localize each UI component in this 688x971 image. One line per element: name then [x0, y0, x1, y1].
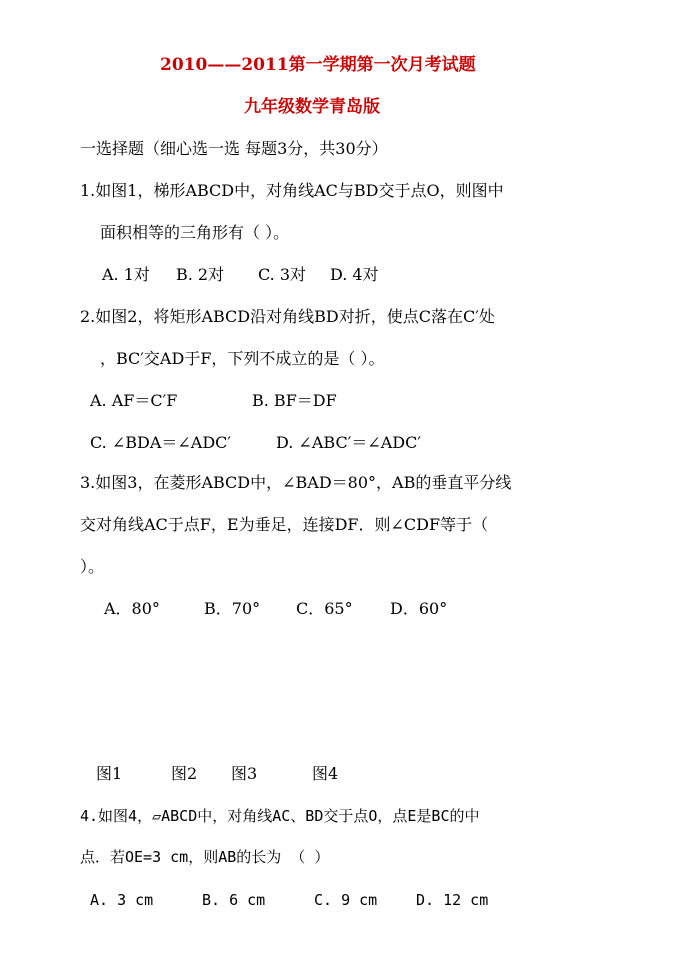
q2-option-d: D. ∠ABC′＝∠ADC′ — [276, 433, 421, 452]
figure-label-3: 图3 — [231, 764, 258, 783]
section-heading: 一选择题（细心选一选 每题3分，共30分） — [80, 139, 388, 158]
q3-line3: ）。 — [80, 557, 105, 576]
q1-option-d: D. 4对 — [330, 265, 379, 284]
q2-options-row2 — [90, 432, 421, 454]
q2-option-b: B. BF＝DF — [252, 391, 337, 410]
q2-option-c: C. ∠BDA＝∠ADC′ — [90, 433, 232, 452]
q1-line1: 1.如图1，梯形ABCD中，对角线AC与BD交于点O，则图中 — [80, 181, 504, 200]
q3-option-d: D．60° — [390, 599, 448, 618]
exam-title: 2010——2011第一学期第一次月考试题 — [160, 55, 476, 75]
q2-option-a: A. AF＝C′F — [90, 391, 178, 410]
q3-option-a: A．80° — [104, 599, 160, 618]
exam-subtitle: 九年级数学青岛版 — [244, 97, 380, 117]
q3-option-b: B．70° — [204, 599, 261, 618]
q4-option-c: C. 9 cm — [314, 891, 378, 909]
q2-line1: 2.如图2，将矩形ABCD沿对角线BD对折，使点C落在C′处 — [80, 307, 495, 326]
q3-options — [104, 598, 447, 620]
q4-option-b: B. 6 cm — [202, 891, 266, 909]
q1-option-b: B. 2对 — [176, 265, 225, 284]
q4-line2: 点．若OE=3 cm，则AB的长为 （ ） — [80, 848, 330, 866]
q1-options — [102, 264, 379, 286]
q2-line2: ，BC′交AD于F，下列不成立的是（ ）。 — [100, 349, 385, 368]
figure-label-1: 图1 — [96, 764, 123, 783]
q4-option-a: A. 3 cm — [90, 891, 154, 909]
q4-line1: 4.如图4，▱ABCD中，对角线AC、BD交于点O，点E是BC的中 — [80, 807, 480, 825]
q4-option-d: D. 12 cm — [416, 891, 489, 909]
q1-line2: 面积相等的三角形有（ ）。 — [100, 223, 290, 242]
q2-options-row1 — [90, 390, 337, 412]
q3-option-c: C．65° — [296, 599, 353, 618]
q1-option-a: A. 1对 — [102, 265, 150, 284]
q3-line2: 交对角线AC于点F，E为垂足，连接DF．则∠CDF等于（ — [80, 515, 489, 534]
q1-option-c: C. 3对 — [258, 265, 307, 284]
q3-line1: 3.如图3，在菱形ABCD中，∠BAD＝80°，AB的垂直平分线 — [80, 473, 512, 492]
figure-label-4: 图4 — [312, 764, 339, 783]
figure-label-2: 图2 — [171, 764, 198, 783]
q4-options — [90, 889, 488, 911]
